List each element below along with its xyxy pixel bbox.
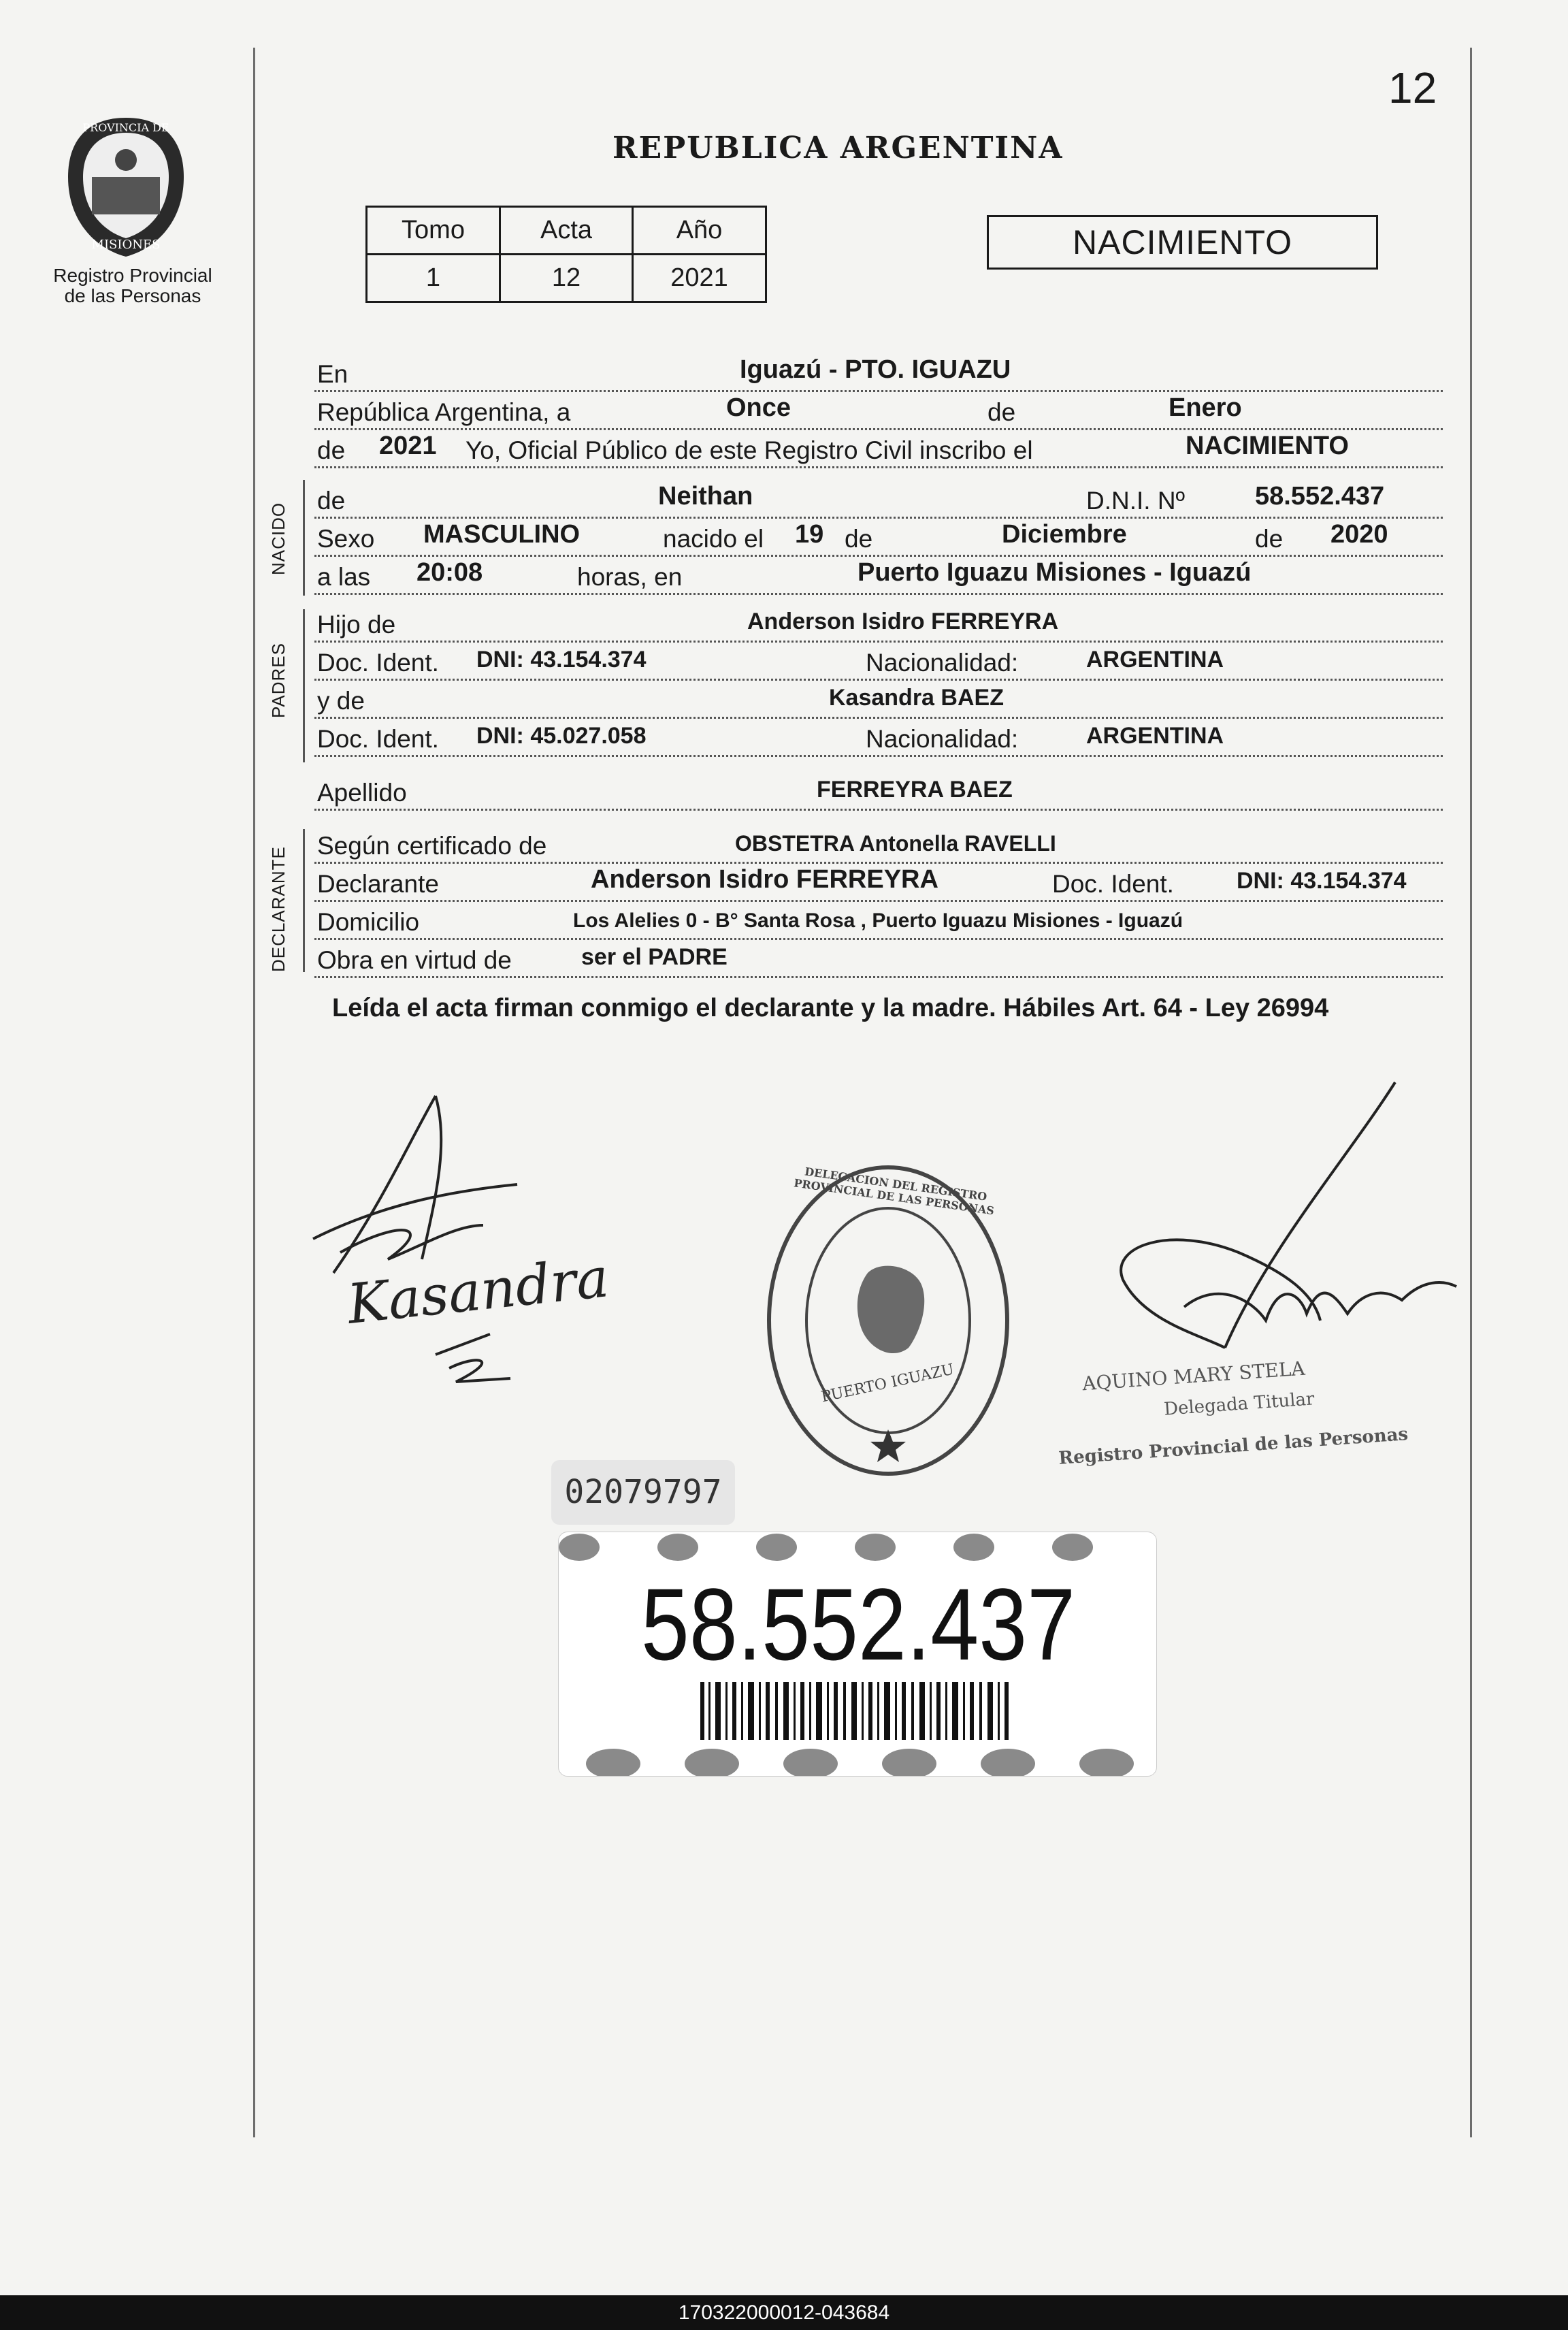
value-birth-time: 20:08	[416, 558, 483, 587]
label-declarante-doc: Doc. Ident.	[1049, 870, 1177, 899]
label-nacido-el: nacido el	[660, 525, 766, 553]
row-sexo	[314, 519, 1443, 557]
row-mother-doc	[314, 719, 1443, 757]
barcode-number: 58.552.437	[640, 1567, 1076, 1681]
label-en: En	[314, 360, 350, 389]
label-apellido: Apellido	[314, 779, 410, 807]
registry-header-anio: Año	[633, 207, 766, 255]
row-y-de	[314, 681, 1443, 719]
row-certificado	[314, 826, 1443, 864]
value-mother-nationality: ARGENTINA	[1086, 723, 1224, 749]
label-de: de	[985, 398, 1018, 427]
label-inscribo: Yo, Oficial Público de este Registro Civil inscribo el	[463, 436, 1036, 465]
registry-value-tomo: 1	[367, 255, 500, 302]
official-role: Delegada Titular	[1163, 1389, 1316, 1420]
declarante-section-bar	[303, 829, 305, 972]
value-apellido: FERREYRA BAEZ	[817, 777, 1013, 803]
value-day-words: Once	[726, 393, 791, 422]
province-seal-logo	[61, 112, 191, 262]
nacido-section-bar	[303, 480, 305, 596]
logo-caption	[41, 265, 225, 306]
value-father-nationality: ARGENTINA	[1086, 647, 1224, 673]
value-obra: ser el PADRE	[581, 944, 728, 970]
label-dni: D.N.I. Nº	[1083, 487, 1188, 515]
value-child-dni: 58.552.437	[1255, 482, 1385, 511]
declarante-section-label: DECLARANTE	[268, 846, 289, 972]
value-mother-name: Kasandra BAEZ	[829, 685, 1004, 711]
label-de-year: de	[314, 436, 348, 465]
value-mother-doc: DNI: 45.027.058	[476, 723, 647, 749]
row-obra	[314, 940, 1443, 978]
registry-header-tomo: Tomo	[367, 207, 500, 255]
mother-signature-name: Kasandra	[344, 1246, 612, 1336]
value-birth-year: 2020	[1330, 520, 1388, 549]
registry-value-acta: 12	[500, 255, 633, 302]
label-y-de: y de	[314, 687, 368, 715]
label-hijo-de: Hijo de	[314, 611, 398, 639]
padres-section-label: PADRES	[268, 643, 289, 718]
official-name: AQUINO MARY STELA	[1081, 1357, 1306, 1395]
registry-header-acta: Acta	[500, 207, 633, 255]
page-title: REPUBLICA ARGENTINA	[612, 131, 1064, 165]
label-declarante: Declarante	[314, 870, 442, 899]
closing-text: Leída el acta firman conmigo el declarante y la madre. Hábiles Art. 64 - Ley 26994	[332, 994, 1329, 1022]
serial-number: 02079797	[551, 1460, 735, 1525]
value-domicilio: Los Alelies 0 - B° Santa Rosa , Puerto Iguazu Misiones - Iguazú	[573, 909, 1183, 932]
row-inscribo	[314, 430, 1443, 468]
official-signature	[1062, 1075, 1484, 1419]
value-place: Iguazú - PTO. IGUAZU	[740, 355, 1011, 384]
nacido-section-label: NACIDO	[268, 502, 289, 575]
page-number: 12	[1388, 63, 1437, 112]
value-declarante-doc: DNI: 43.154.374	[1237, 868, 1407, 894]
value-birth-place: Puerto Iguazu Misiones - Iguazú	[858, 558, 1252, 587]
value-father-name: Anderson Isidro FERREYRA	[747, 609, 1059, 634]
official-stamp	[759, 1157, 1017, 1487]
barcode-sticker	[558, 1532, 1157, 1777]
value-certificado: OBSTETRA Antonella RAVELLI	[735, 831, 1056, 856]
logo-caption-line1: Registro Provincial	[53, 265, 212, 286]
stamp-ring-text: DELEGACION DEL REGISTRO PROVINCIAL DE LAS PERSONAS	[793, 1165, 996, 1218]
label-mother-nationality: Nacionalidad:	[863, 725, 1021, 754]
padres-section-bar	[303, 609, 305, 762]
row-republica	[314, 392, 1443, 430]
left-margin-line	[253, 48, 255, 2137]
row-father-doc	[314, 643, 1443, 681]
official-org: Registro Provincial de las Personas	[1058, 1424, 1409, 1469]
row-domicilio	[314, 902, 1443, 940]
value-birth-day: 19	[795, 520, 824, 549]
logo-caption-line2: de las Personas	[64, 285, 201, 306]
label-horas: horas, en	[574, 563, 685, 592]
value-birth-month: Diciembre	[1002, 520, 1127, 549]
label-father-doc: Doc. Ident.	[314, 649, 442, 677]
row-nacido-name	[314, 481, 1443, 519]
row-hijo-de	[314, 604, 1443, 643]
svg-text:MISIONES: MISIONES	[91, 238, 161, 252]
value-father-doc: DNI: 43.154.374	[476, 647, 647, 673]
label-obra: Obra en virtud de	[314, 946, 514, 975]
row-apellido	[314, 773, 1443, 811]
label-certificado: Según certificado de	[314, 832, 549, 860]
barcode-bars	[700, 1682, 1009, 1740]
registry-header-row	[367, 207, 766, 255]
svg-text:PROVINCIA DE: PROVINCIA DE	[82, 121, 169, 134]
label-nacido-de: de	[314, 487, 348, 515]
mother-signature	[299, 1089, 612, 1406]
label-de-year2: de	[1252, 525, 1286, 553]
label-mother-doc: Doc. Ident.	[314, 725, 442, 754]
value-month: Enero	[1169, 393, 1242, 422]
stamp-inner-text: PUERTO IGUAZU	[819, 1361, 956, 1406]
label-sexo: Sexo	[314, 525, 377, 553]
registry-value-anio: 2021	[633, 255, 766, 302]
footer-code: 170322000012-043684	[0, 2295, 1568, 2330]
value-sexo: MASCULINO	[423, 520, 581, 549]
row-declarante	[314, 864, 1443, 902]
record-type-box: NACIMIENTO	[987, 215, 1378, 270]
value-year: 2021	[379, 432, 437, 460]
label-domicilio: Domicilio	[314, 908, 422, 937]
value-inscribed-type: NACIMIENTO	[1186, 432, 1349, 460]
label-de-month: de	[842, 525, 875, 553]
row-en	[314, 354, 1443, 392]
registry-table	[365, 206, 767, 303]
label-a-las: a las	[314, 563, 373, 592]
label-father-nationality: Nacionalidad:	[863, 649, 1021, 677]
value-child-name: Neithan	[658, 482, 753, 511]
registry-value-row	[367, 255, 766, 302]
value-declarante-name: Anderson Isidro FERREYRA	[591, 865, 938, 894]
label-republica: República Argentina, a	[314, 398, 573, 427]
row-a-las	[314, 557, 1443, 595]
